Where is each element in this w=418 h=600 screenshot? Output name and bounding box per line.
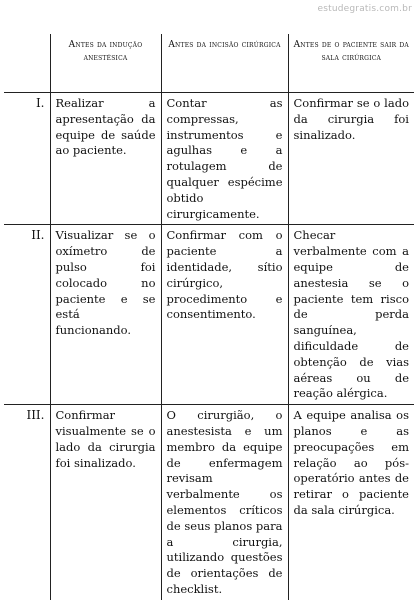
table-row [4,225,414,405]
header-leaving-room: Antes de o paciente sair da sala cirúrgica [288,34,414,93]
cell-leaving-room: Confirmar se o lado da cirurgia foi sinalizado. [288,93,414,225]
header-row [4,34,414,93]
checklist-table [4,34,414,600]
row-number: III. [26,408,45,423]
table-row [4,93,414,225]
header-induction: Antes da indução anestésica [50,34,161,93]
cell-induction: Realizar a apresentação da equipe de saúde ao paciente. [50,93,161,225]
header-incision: Antes da incisão cirúrgica [161,34,288,93]
watermark: estudegratis.com.br [317,4,412,14]
cell-induction: Visualizar se o oxímetro de pulso foi colocado no paciente e se está funcionando. [50,225,161,405]
cell-leaving-room: Checar verbalmente com a equipe de anestesia se o paciente tem risco de perda sanguínea, dificuldade de obtenção de vias aéreas ou de reação alérgica. [288,225,414,405]
cell-incision: O cirurgião, o anestesista e um membro da equipe de enfermagem revisam verbalmente os elementos críticos de seus planos para a cirurgia, utilizando questões de orientações de checklist. [161,405,288,600]
row-number: II. [4,225,50,405]
row-number: I. [4,93,50,225]
cell-induction: Confirmar visualmente se o lado da cirurgia foi sinalizado. [50,405,161,600]
cell-incision: Contar as compressas, instrumentos e agulhas e a rotulagem de qualquer espécime obtido cirurgicamente. [161,93,288,225]
header-empty [4,34,50,93]
cell-incision: Confirmar com o paciente a identidade, sítio cirúrgico, procedimento e consentimento. [161,225,288,405]
cell-leaving-room: A equipe analisa os planos e as preocupações em relação ao pós-operatório antes de retirar o paciente da sala cirúrgica. [288,405,414,600]
table-row [4,405,414,600]
